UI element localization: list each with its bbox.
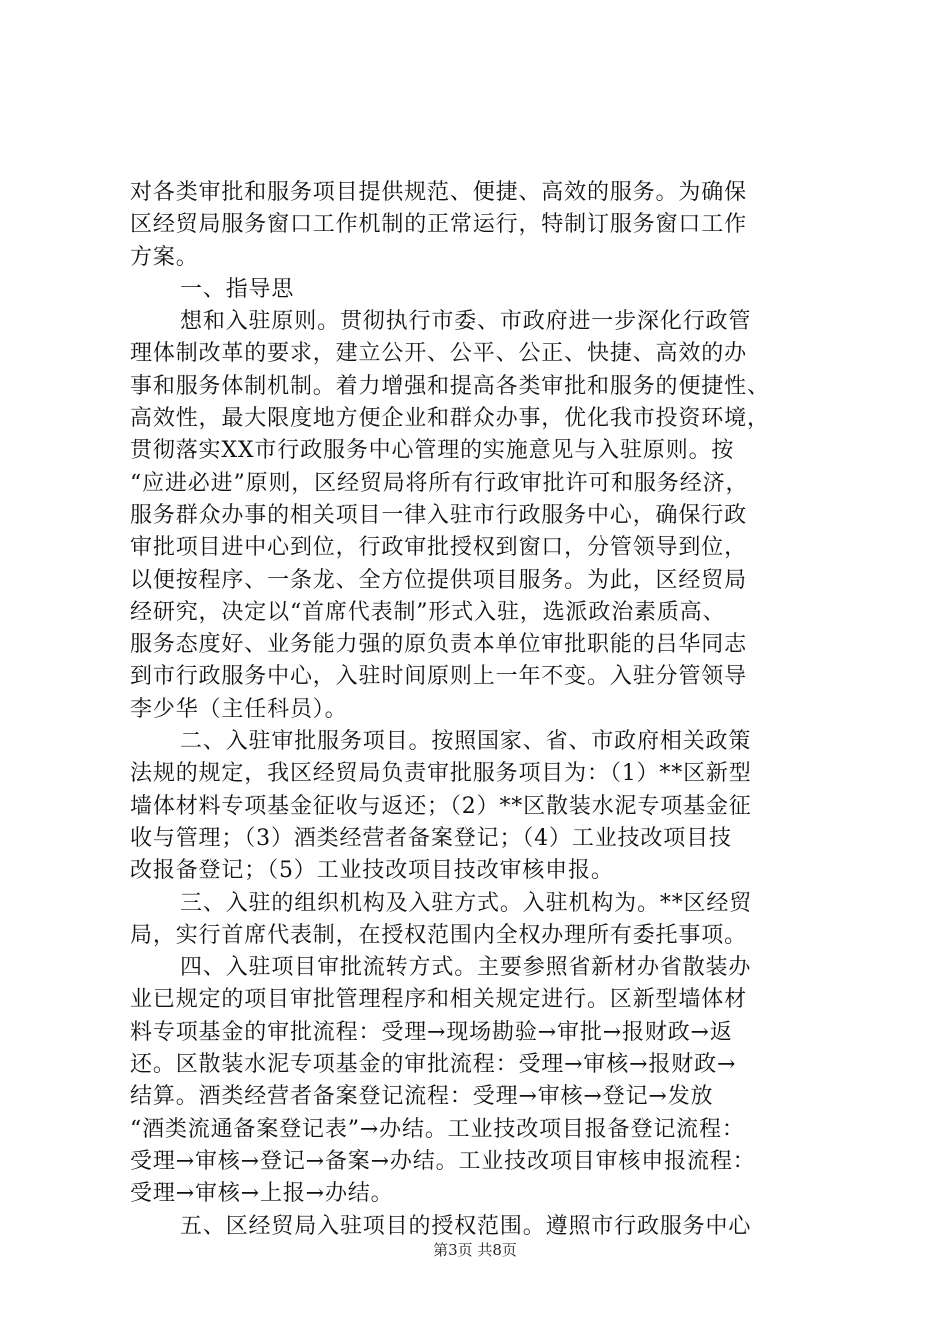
text-line: “应进必进”原则，区经贸局将所有行政审批许可和服务经济， [130,470,749,496]
text-line: 受理→审核→登记→备案→办结。工业技改项目审核申报流程： [130,1148,756,1174]
text-line: 料专项基金的审批流程：受理→现场勘验→审批→报财政→返 [130,1019,733,1045]
text-line: 事和服务体制机制。着力增强和提高各类审批和服务的便捷性、 [130,373,770,399]
text-line: 高效性，最大限度地方便企业和群众办事，优化我市投资环境， [130,406,770,432]
text-line: 还。区散装水泥专项基金的审批流程：受理→审核→报财政→ [130,1052,737,1078]
text-line: 李少华（主任科员）。 [130,696,348,722]
text-line: 贯彻落实XX市行政服务中心管理的实施意见与入驻原则。按 [130,438,735,464]
text-line: 局，实行首席代表制，在授权范围内全权办理所有委托事项。 [130,922,747,948]
section-heading-2: 二、入驻审批服务项目。按照国家、省、市政府相关政策 [180,729,752,755]
text-line: “酒类流通备案登记表”→办结。工业技改项目报备登记流程： [130,1116,745,1142]
section-heading-1: 一、指导思 [180,276,295,302]
text-line: 服务态度好、业务能力强的原负责本单位审批职能的吕华同志 [130,632,747,658]
paragraph-start: 想和入驻原则。贯彻执行市委、市政府进一步深化行政管 [180,309,752,335]
text-line: 收与管理；（3）酒类经营者备案登记；（4）工业技改项目技 [130,825,732,851]
text-line: 结算。酒类经营者备案登记流程：受理→审核→登记→发放 [130,1084,714,1110]
text-line: 以便按程序、一条龙、全方位提供项目服务。为此，区经贸局 [130,567,747,593]
text-line: 理体制改革的要求，建立公开、公平、公正、快捷、高效的办 [130,341,747,367]
document-body [130,177,830,1243]
text-line: 方案。 [130,244,199,270]
text-line: 业已规定的项目审批管理程序和相关规定进行。区新型墙体材 [130,987,747,1013]
text-line: 对各类审批和服务项目提供规范、便捷、高效的服务。为确保 [130,180,747,205]
section-heading-4: 四、入驻项目审批流转方式。主要参照省新材办省散装办 [180,955,752,981]
section-heading-3: 三、入驻的组织机构及入驻方式。入驻机构为。**区经贸 [180,890,753,916]
text-line: 受理→审核→上报→办结。 [130,1181,394,1207]
section-heading-5: 五、区经贸局入驻项目的授权范围。遵照市行政服务中心 [180,1213,752,1239]
text-line: 区经贸局服务窗口工作机制的正常运行，特制订服务窗口工作 [130,212,747,238]
text-line: 服务群众办事的相关项目一律入驻市行政服务中心，确保行政 [130,502,747,528]
text-line: 到市行政服务中心，入驻时间原则上一年不变。入驻分管领导 [130,664,747,690]
text-line: 经研究，决定以“首席代表制”形式入驻，选派政治素质高、 [130,599,726,625]
text-line: 墙体材料专项基金征收与返还；（2）**区散装水泥专项基金征 [130,793,752,819]
text-line: 改报备登记；（5）工业技改项目技改审核申报。 [130,858,614,884]
text-line: 法规的规定，我区经贸局负责审批服务项目为：（1）**区新型 [130,761,752,787]
text-line: 审批项目进中心到位，行政审批授权到窗口，分管领导到位， [130,535,747,561]
page-number-footer: 第3页 共8页 [433,1241,517,1259]
